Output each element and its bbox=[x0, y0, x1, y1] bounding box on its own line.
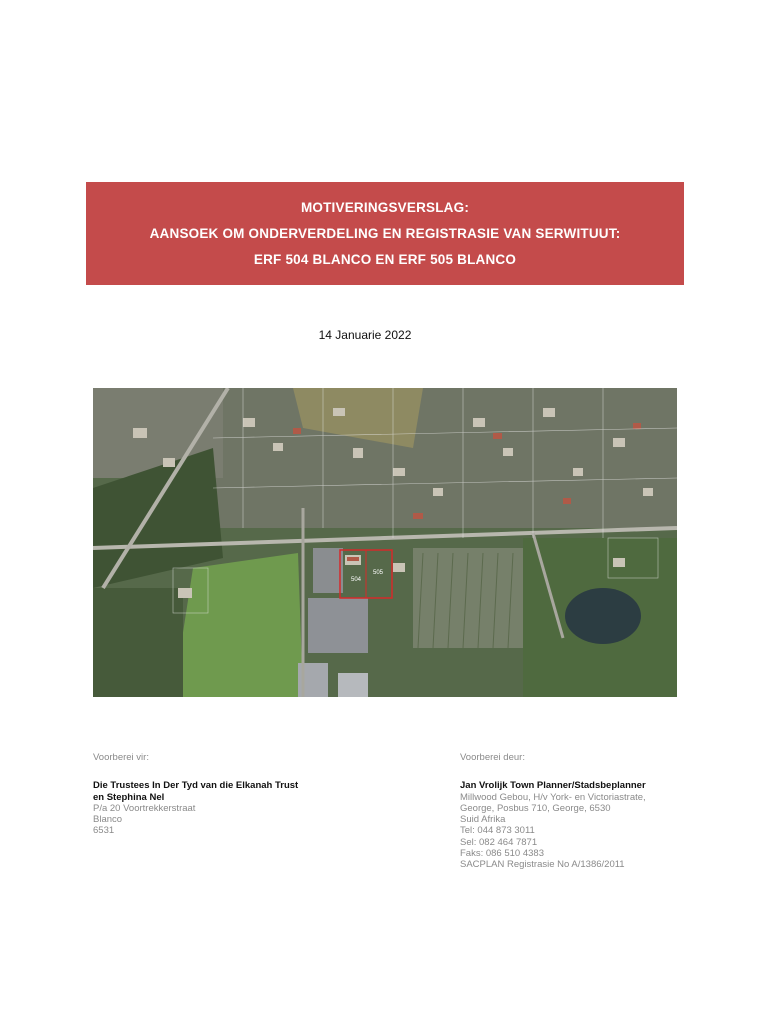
planner-registration: SACPLAN Registrasie No A/1386/2011 bbox=[460, 859, 625, 871]
planner-detail-line: George, Posbus 710, George, 6530 bbox=[460, 802, 611, 814]
planner-cell: Sel: 082 464 7871 bbox=[460, 836, 538, 848]
title-banner bbox=[86, 182, 684, 285]
client-name-line-1: Die Trustees In Der Tyd van die Elkanah Trust bbox=[93, 780, 299, 792]
prepared-for-label: Voorberei vir: bbox=[93, 752, 149, 763]
prepared-by-label: Voorberei deur: bbox=[460, 752, 525, 763]
client-address-line: 6531 bbox=[93, 825, 115, 837]
erf-label-504: 504 bbox=[351, 577, 362, 583]
aerial-photo-drawing bbox=[93, 388, 677, 697]
planner-fax: Faks: 086 510 4383 bbox=[460, 848, 544, 860]
planner-detail-line: Millwood Gebou, H/v York- en Victoriastrate, bbox=[460, 791, 646, 803]
report-date: 14 Januarie 2022 bbox=[318, 328, 412, 342]
planner-detail-line: Suid Afrika bbox=[460, 814, 506, 826]
planner-phone: Tel: 044 873 3011 bbox=[460, 825, 535, 837]
client-address-line: P/a 20 Voortrekkerstraat bbox=[93, 802, 196, 814]
report-title-line-1: MOTIVERINGSVERSLAG: bbox=[300, 199, 470, 215]
prepared-by-block bbox=[460, 752, 740, 871]
report-title-line-2: AANSOEK OM ONDERVERDELING EN REGISTRASIE VAN SERWITUUT: bbox=[149, 225, 621, 241]
erf-label-505: 505 bbox=[373, 570, 384, 576]
client-name-line-2: en Stephina Nel bbox=[93, 791, 165, 803]
aerial-photo bbox=[93, 388, 677, 697]
client-address-line: Blanco bbox=[93, 814, 123, 826]
prepared-for-block bbox=[93, 752, 393, 837]
report-title-line-3: ERF 504 BLANCO EN ERF 505 BLANCO bbox=[253, 251, 517, 267]
planner-name: Jan Vrolijk Town Planner/Stadsbeplanner bbox=[460, 780, 646, 792]
